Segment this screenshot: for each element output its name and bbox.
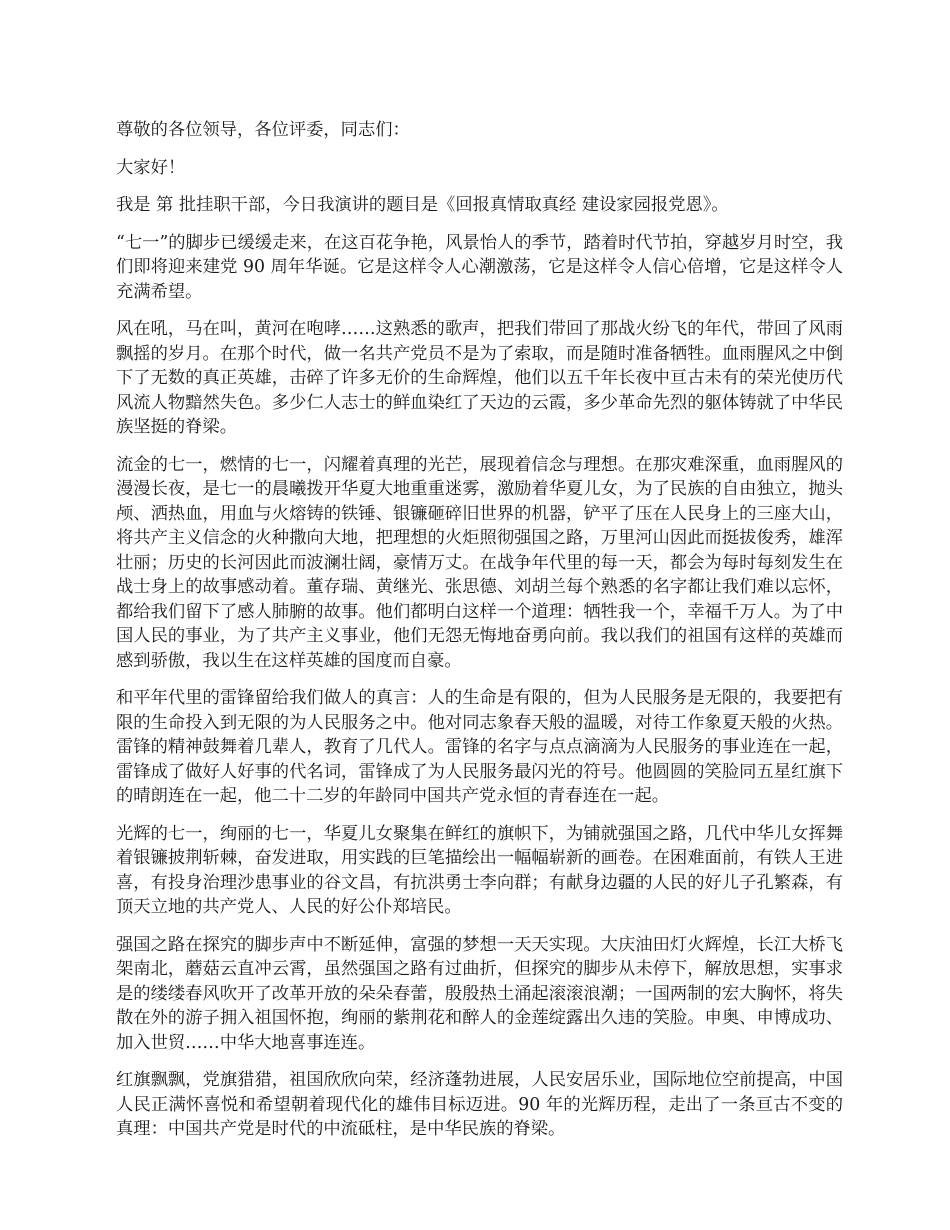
paragraph: 光辉的七一，绚丽的七一，华夏儿女聚集在鲜红的旗帜下，为铺就强国之路，几代中华儿女挥舞着银镰披荆斩棘，奋发进取，用实践的巨笔描绘出一幅幅崭新的画卷。在困难面前，有铁人王进喜，有投身治理沙患事业的谷文昌，有抗洪勇士李向群；有献身边疆的人民的好儿子孔繁森，有顶天立地的共产党人、人民的好公仆郑培民。 (116, 823, 843, 917)
document-body (116, 118, 843, 1155)
greeting: 大家好！ (116, 157, 186, 178)
paragraph: 流金的七一，燃情的七一，闪耀着真理的光芒，展现着信念与理想。在那灾难深重，血雨腥风的漫漫长夜，是七一的晨曦拨开华夏大地重重迷雾，激励着华夏儿女，为了民族的自由独立，抛头颅、洒热血，用血与火熔铸的铁锤、银镰砸碎旧世界的机器，铲平了压在人民身上的三座大山，将共产主义信念的火种撒向大地，把理想的火炬照彻强国之路，万里河山因此而挺拔俊秀，雄浑壮丽；历史的长河因此而波澜壮阔，豪情万丈。在战争年代里的每一天，都会为每时每刻发生在战士身上的故事感动着。董存瑞、黄继光、张思德、刘胡兰每个熟悉的名字都让我们难以忘怀，都给我们留下了感人肺腑的故事。他们都明白这样一个道理：牺牲我一个，幸福千万人。为了中国人民的事业，为了共产主义事业，他们无怨无悔地奋勇向前。我以我们的祖国有这样的英雄而感到骄傲，我以生在这样英雄的国度而自豪。 (116, 454, 843, 671)
paragraph: “七一”的脚步已缓缓走来，在这百花争艳，风景怡人的季节，踏着时代节拍，穿越岁月时空，我们即将迎来建党 90 周年华诞。它是这样令人心潮激荡，它是这样令人信心倍增，它是这样令人充满希望。 (116, 232, 843, 302)
paragraph: 风在吼，马在叫，黄河在咆哮……这熟悉的歌声，把我们带回了那战火纷飞的年代，带回了风雨飘摇的岁月。在那个时代，做一名共产党员不是为了索取，而是随时准备牺牲。血雨腥风之中倒下了无数的真正英雄，击碎了许多无价的生命辉煌，他们以五千年长夜中亘古未有的荣光使历代风流人物黯然失色。多少仁人志士的鲜血染红了天边的云霞，多少革命先烈的躯体铸就了中华民族坚挺的脊梁。 (116, 319, 843, 437)
paragraph: 红旗飘飘，党旗猎猎，祖国欣欣向荣，经济蓬勃进展，人民安居乐业，国际地位空前提高，中国人民正满怀喜悦和希望朝着现代化的雄伟目标迈进。90 年的光辉历程，走出了一条亘古不变的真理：中国共产党是时代的中流砥柱，是中华民族的脊梁。 (116, 1070, 843, 1139)
salutation: 尊敬的各位领导，各位评委，同志们： (116, 120, 410, 140)
paragraph: 强国之路在探究的脚步声中不断延伸，富强的梦想一天天实现。大庆油田灯火辉煌，长江大桥飞架南北，蘑菇云直冲云霄，虽然强国之路有过曲折，但探究的脚步从未停下，解放思想，实事求是的缕缕春风吹开了改革开放的朵朵春蕾，殷殷热土涌起滚滚浪潮；一国两制的宏大胸怀，将失散在外的游子拥入祖国怀抱，绚丽的紫荆花和醉人的金莲绽露出久违的笑脸。申奥、申博成功、加入世贸……中华大地喜事连连。 (116, 934, 843, 1053)
introduction: 我是 第 批挂职干部，今日我演讲的题目是《回报真情取真经 建设家园报党恩》。 (116, 195, 729, 215)
paragraph: 和平年代里的雷锋留给我们做人的真言：人的生命是有限的，但为人民服务是无限的，我要把有限的生命投入到无限的为人民服务之中。他对同志象春天般的温暖，对待工作象夏天般的火热。雷锋的精神鼓舞着几辈人，教育了几代人。雷锋的名字与点点滴滴为人民服务的事业连在一起，雷锋成了做好人好事的代名词，雷锋成了为人民服务最闪光的符号。他圆圆的笑脸同五星红旗下的晴朗连在一起，他二十二岁的年龄同中国共产党永恒的青春连在一起。 (116, 688, 843, 806)
